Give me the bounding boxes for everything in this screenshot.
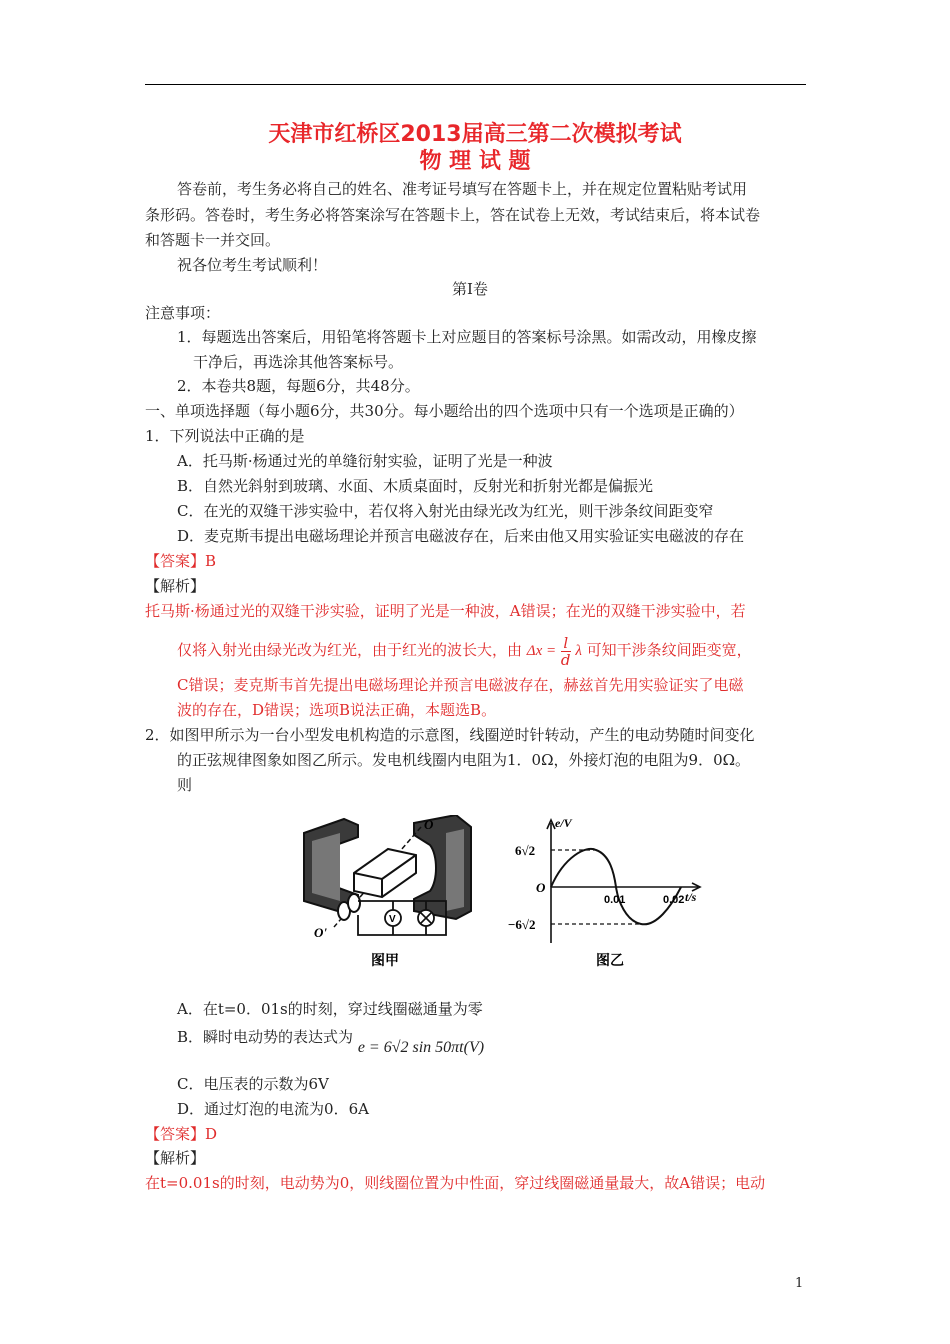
l-over-d-fraction [561, 635, 571, 668]
q2-stem-line-3: 则 [177, 776, 193, 794]
wish-text: 祝各位考生考试顺利！ [177, 256, 328, 274]
q2-analysis-label: 【解析】 [145, 1149, 206, 1167]
page-number: 1 [795, 1276, 804, 1291]
q1-analysis-label: 【解析】 [145, 577, 206, 595]
notice-item-2: 2．本卷共8题，每题6分，共48分。 [177, 377, 420, 395]
q2-analysis-line-1: 在t=0.01s的时刻，电动势为0，则线圈位置为中性面，穿过线圈磁通量最大，故A错误；电动 [145, 1174, 766, 1192]
q1-option-b: B．自然光斜射到玻璃、水面、木质桌面时，反射光和折射光都是偏振光 [177, 477, 654, 495]
notice-item-1a: 1．每题选出答案后，用铅笔将答题卡上对应题目的答案标号涂黑。如需改动，用橡皮擦 [177, 328, 757, 346]
q1-option-a: A．托马斯·杨通过光的单缝衍射实验，证明了光是一种波 [177, 452, 553, 470]
delta-x-formula: Δx = [526, 643, 557, 659]
part-label: 第Ⅰ卷 [452, 280, 488, 298]
figure-a-caption: 图甲 [371, 953, 399, 969]
graph-origin-label: O [536, 880, 546, 895]
q1-analysis-conclusion: 可知干涉条纹间距变宽， [586, 641, 752, 659]
q1-analysis-line-1: 托马斯·杨通过光的双缝干涉实验，证明了光是一种波，A错误；在光的双缝干涉实验中，若 [145, 602, 746, 620]
graph-tick-001: 0.01 [604, 894, 626, 906]
intro-line-2: 条形码。答卷时，考生务必将答案涂写在答题卡上，答在试卷上无效，考试结束后，将本试卷 [145, 206, 761, 224]
graph-y-axis-label: e/V [555, 816, 572, 830]
q1-analysis-text: 仅将入射光由绿光改为红光，由于红光的波长大，由 [177, 641, 523, 659]
q2-option-c: C．电压表的示数为6V [177, 1075, 329, 1093]
q2-stem-line-2: 的正弦规律图象如图乙所示。发电机线圈内电阻为1．0Ω，外接灯泡的电阻为9．0Ω。 [177, 751, 751, 769]
intro-line-1: 答卷前，考生务必将自己的姓名、准考证号填写在答题卡上，并在规定位置粘贴考试用 [177, 180, 748, 198]
q1-analysis-line-3: C错误；麦克斯韦首先提出电磁场理论并预言电磁波存在，赫兹首先用实验证实了电磁 [177, 676, 744, 694]
section-heading: 一、单项选择题（每小题6分，共30分。每小题给出的四个选项中只有一个选项是正确的） [145, 402, 744, 420]
q1-stem: 1．下列说法中正确的是 [145, 427, 305, 445]
q1-option-c: C．在光的双缝干涉实验中，若仅将入射光由绿光改为红光，则干涉条纹间距变窄 [177, 502, 714, 520]
graph-tick-002: 0.02 [663, 894, 685, 906]
generator-figure [296, 815, 706, 970]
q2-stem-line-1: 2．如图甲所示为一台小型发电机构造的示意图，线圈逆时针转动，产生的电动势随时间变化 [145, 726, 755, 744]
emf-graph [547, 820, 700, 943]
fraction-numerator: l [561, 635, 571, 652]
emf-expression: e = 6√2 sin 50πt(V) [357, 1039, 485, 1056]
graph-x-axis-label: t/s [685, 890, 697, 904]
lambda-symbol: λ [575, 643, 582, 659]
graph-y-max-label: 6√2 [515, 843, 536, 858]
q2-option-b-text: B．瞬时电动势的表达式为 [177, 1028, 354, 1046]
graph-y-min-label: −6√2 [508, 917, 536, 932]
q2-option-d: D．通过灯泡的电流为0．6A [177, 1100, 369, 1118]
q1-analysis-line-4: 波的存在，D错误；选项B说法正确，本题选B。 [177, 701, 497, 719]
q2-option-a: A．在t=0．01s的时刻，穿过线圈磁通量为零 [177, 1000, 483, 1018]
q1-analysis-line-2 [177, 633, 752, 668]
subject-title: 物 理 试 题 [419, 149, 531, 174]
voltmeter-icon: V [389, 914, 396, 925]
exam-title: 天津市红桥区2013届高三第二次模拟考试 [268, 122, 682, 147]
intro-line-3: 和答题卡一并交回。 [145, 231, 281, 249]
axis-label-bottom: O' [314, 925, 327, 940]
q1-option-d: D．麦克斯韦提出电磁场理论并预言电磁波存在，后来由他又用实验证实电磁波的存在 [177, 527, 745, 545]
q2-option-b [177, 1027, 485, 1056]
figure-b-caption: 图乙 [596, 953, 624, 969]
axis-label-top: O [424, 817, 434, 832]
header-rule [145, 84, 806, 85]
q1-answer: 【答案】B [145, 552, 217, 570]
generator-diagram [304, 815, 471, 935]
notice-item-1b: 干净后，再选涂其他答案标号。 [193, 353, 404, 371]
fraction-denominator: d [560, 650, 571, 669]
q2-answer: 【答案】D [145, 1125, 218, 1143]
notice-heading: 注意事项： [145, 304, 221, 322]
